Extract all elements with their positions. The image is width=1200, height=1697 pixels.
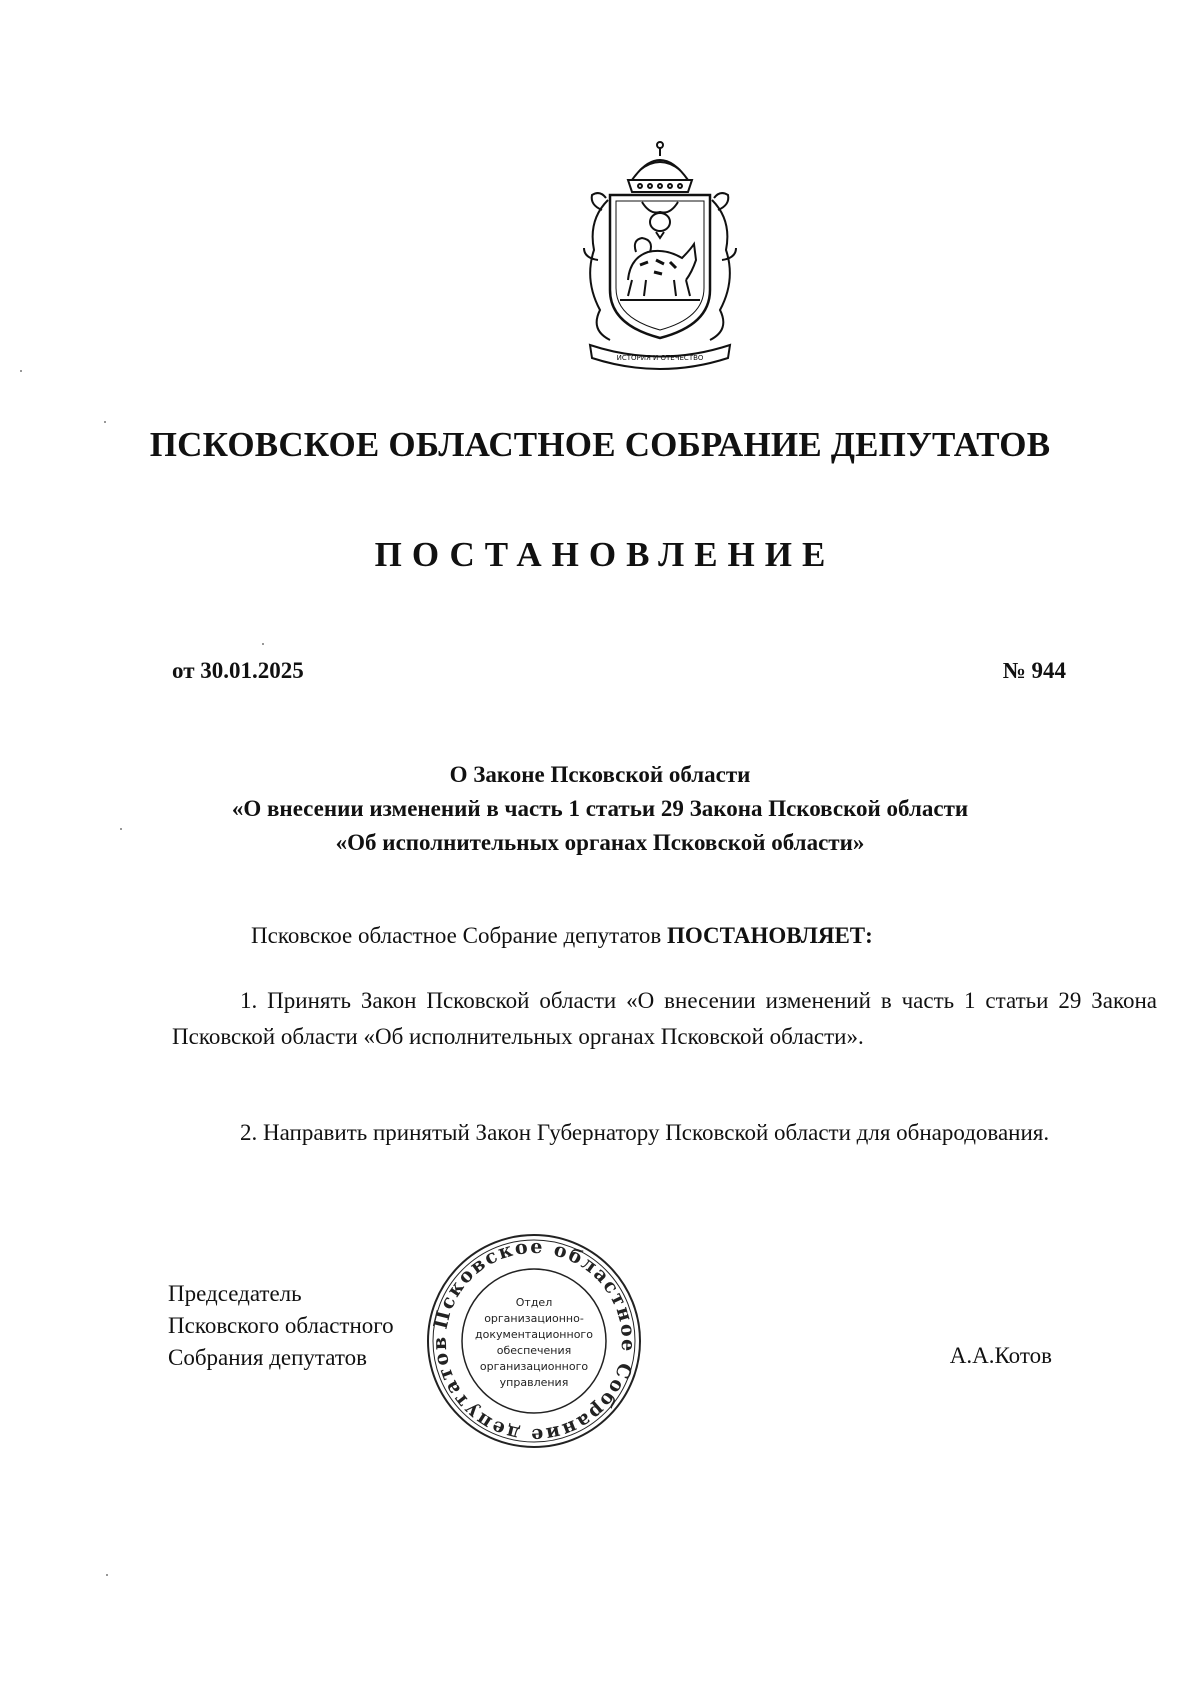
document-date: от 30.01.2025 bbox=[172, 658, 304, 683]
signatory-position bbox=[168, 1278, 394, 1374]
intro-bold-verb: ПОСТАНОВЛЯЕТ: bbox=[666, 923, 873, 948]
scan-speck bbox=[104, 421, 106, 423]
subject-line: «Об исполнительных органах Псковской области» bbox=[335, 830, 865, 855]
stamp-inner-line: обеспечения bbox=[496, 1344, 572, 1357]
resolution-paragraph: 1. Принять Закон Псковской области «О внесении изменений в часть 1 статьи 29 Закона Псковской области «Об исполнительных органах Псковской области». bbox=[172, 988, 1157, 1049]
intro-text: Псковское областное Собрание депутатов bbox=[251, 923, 667, 948]
document-type-title: ПОСТАНОВЛЕНИЕ bbox=[374, 535, 836, 574]
stamp-outer-text: Псковское областное Собрание депутатов bbox=[428, 1235, 640, 1447]
scan-speck bbox=[106, 1574, 108, 1576]
signatory-position-line: Председатель bbox=[168, 1281, 302, 1306]
scan-speck bbox=[120, 828, 122, 830]
signatory-position-line: Собрания депутатов bbox=[168, 1345, 367, 1370]
organization-title: ПСКОВСКОЕ ОБЛАСТНОЕ СОБРАНИЕ ДЕПУТАТОВ bbox=[149, 425, 1051, 464]
scan-speck bbox=[262, 643, 264, 645]
stamp-inner-line: организационно- bbox=[484, 1312, 584, 1325]
stamp-inner-line: документационного bbox=[475, 1328, 593, 1341]
signatory-position-line: Псковского областного bbox=[168, 1313, 394, 1338]
subject-line: О Законе Псковской области bbox=[449, 762, 751, 787]
stamp-inner-line: Отдел bbox=[515, 1296, 553, 1309]
stamp-inner-line: организационного bbox=[479, 1360, 589, 1373]
resolution-intro bbox=[251, 918, 873, 954]
document-subject bbox=[0, 758, 1200, 860]
stamp-inner-line: управления bbox=[499, 1376, 569, 1389]
scan-speck bbox=[20, 370, 22, 372]
document-number: № 944 bbox=[1002, 658, 1066, 683]
signatory-name: А.А.Котов bbox=[949, 1343, 1052, 1368]
resolution-paragraph: 2. Направить принятый Закон Губернатору Псковской области для обнародования. bbox=[240, 1120, 1050, 1145]
emblem-motto: ИСТОРИЯ И ОТЕЧЕСТВО bbox=[616, 354, 704, 362]
official-stamp-icon bbox=[423, 1230, 645, 1452]
pskov-coat-of-arms-icon bbox=[570, 140, 750, 375]
subject-line: «О внесении изменений в часть 1 статьи 29 Закона Псковской области bbox=[231, 796, 969, 821]
